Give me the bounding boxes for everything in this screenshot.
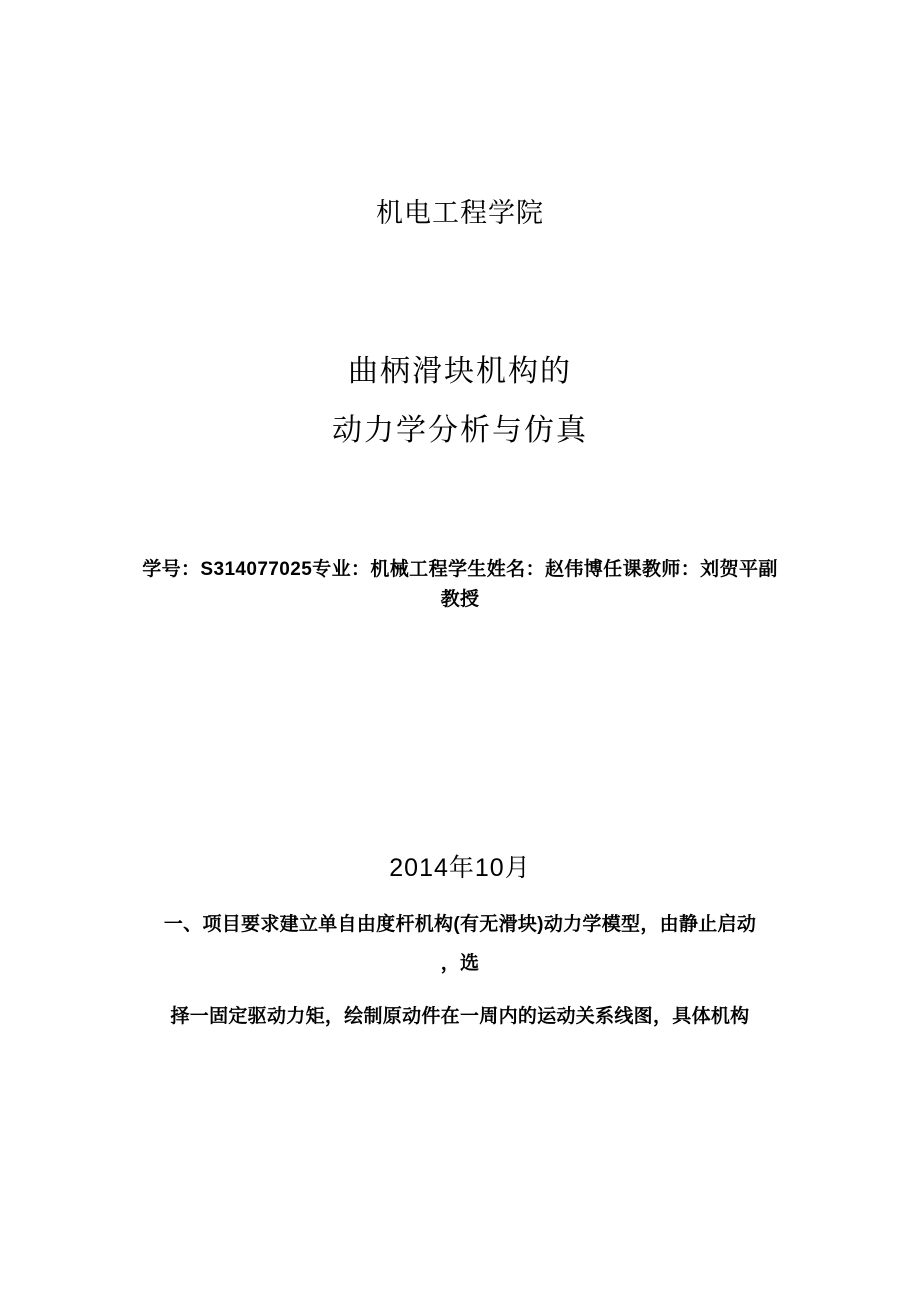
paragraph-requirement-continued: 择一固定驱动力矩，绘制原动件在一周内的运动关系线图，具体机构 <box>170 1005 750 1027</box>
document-date: 2014年10月 <box>389 853 531 882</box>
institute-heading: 机电工程学院 <box>376 198 544 228</box>
title-line-2: 动力学分析与仿真 <box>332 413 588 447</box>
author-metadata <box>128 555 792 616</box>
metadata-line-2: 教授 <box>440 589 480 611</box>
metadata-line-1: 学号：S314077025专业：机械工程学生姓名：赵伟博任课教师：刘贺平副 <box>142 559 778 581</box>
paragraph-requirement-main: 一、项目要求建立单自由度杆机构(有无滑块)动力学模型，由静止启动 <box>163 913 757 935</box>
title-line-1: 曲柄滑块机构的 <box>348 355 572 389</box>
document-title <box>128 343 792 460</box>
paragraph-requirement <box>128 906 792 984</box>
paragraph-requirement-tail: ，选 <box>440 952 480 974</box>
